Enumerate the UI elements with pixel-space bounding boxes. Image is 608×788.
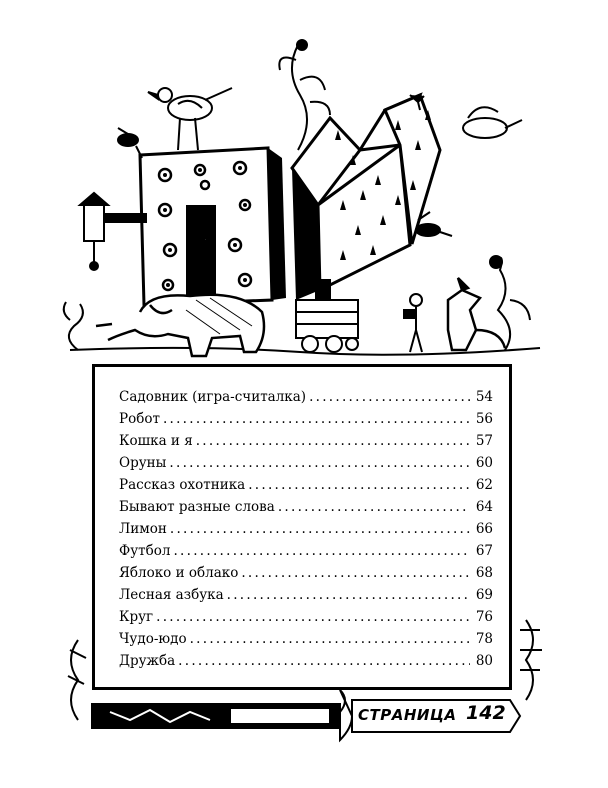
toc-entry-page: 62 [475, 477, 493, 493]
toc-entry[interactable] [119, 455, 493, 477]
letter-i-glyph: И [360, 200, 361, 201]
toc-entry[interactable] [119, 389, 493, 411]
toc-entry-page: 78 [475, 631, 493, 647]
page-number: 142 [466, 702, 506, 724]
right-border-ornament [520, 620, 542, 700]
toc-entry-page: 67 [475, 543, 493, 559]
man-reading-icon [404, 294, 422, 352]
toc-entry-title: Кошка и я [119, 433, 193, 449]
toc-entry-title: Робот [119, 411, 160, 427]
toc-entry[interactable] [119, 499, 493, 521]
toc-entry-page: 66 [475, 521, 493, 537]
toc-entry-page: 80 [475, 653, 493, 669]
toc-leader-dots [156, 609, 470, 625]
toc-entry-title: Садовник (игра-считалка) [119, 389, 307, 405]
toc-entry-title: Круг [119, 609, 154, 625]
toc-leader-dots [178, 653, 470, 669]
toc-entry[interactable] [119, 433, 493, 455]
letter-i-illustration [292, 95, 440, 300]
toc-entry-title: Дружба [119, 653, 176, 669]
toc-entry[interactable] [119, 587, 493, 609]
toc-leader-dots [227, 587, 470, 603]
toc-box [92, 364, 512, 690]
toc-leader-dots [241, 565, 470, 581]
toc-entry-page: 56 [475, 411, 493, 427]
ribbon-word: СТРАНИЦА [358, 706, 457, 724]
toc-entry[interactable] [119, 565, 493, 587]
toc-entry-page: 54 [475, 389, 493, 405]
toc-entry-title: Рассказ охотника [119, 477, 246, 493]
flying-bird-icon [463, 107, 522, 138]
toc-entry-title: Бывают разные слова [119, 499, 275, 515]
toc-entry-page: 76 [475, 609, 493, 625]
toc-entry-page: 60 [475, 455, 493, 471]
toc-entry-title: Лимон [119, 521, 167, 537]
toc-entry-page: 64 [475, 499, 493, 515]
toc-leader-dots [190, 631, 470, 647]
toc-entry-page: 68 [475, 565, 493, 581]
toc-entry[interactable] [119, 653, 493, 675]
toc-entry[interactable] [119, 411, 493, 433]
toc-leader-dots [173, 543, 470, 559]
elephant-icon [96, 295, 264, 356]
left-flourish [64, 302, 83, 350]
toc-entry[interactable] [119, 521, 493, 543]
toc-leader-dots [169, 455, 470, 471]
toc-entry-title: Футбол [119, 543, 171, 559]
toc-entry[interactable] [119, 543, 493, 565]
toc-entry-title: Лесная азбука [119, 587, 224, 603]
toc-entry-title: Оруны [119, 455, 167, 471]
toc-entry-page: 69 [475, 587, 493, 603]
fox-icon [448, 278, 505, 350]
toc-leader-dots [248, 477, 470, 493]
toc-leader-dots [196, 433, 470, 449]
toc-entry-title: Яблоко и облако [119, 565, 239, 581]
toc-entry[interactable] [119, 631, 493, 653]
toc-entry[interactable] [119, 477, 493, 499]
toc-entry-title: Чудо-юдо [119, 631, 187, 647]
letter-n-illustration [140, 148, 286, 305]
toc-leader-dots [278, 499, 470, 515]
left-border-ornament [68, 640, 86, 720]
toc-leader-dots [163, 411, 470, 427]
toc-entry-page: 57 [475, 433, 493, 449]
bird-on-letter-icon [148, 88, 232, 150]
toc-leader-dots [170, 521, 470, 537]
letter-n-glyph: Н [205, 240, 206, 241]
toc-leader-dots [309, 389, 470, 405]
toc-list [119, 389, 493, 675]
toc-entry[interactable] [119, 609, 493, 631]
lamp-post-icon [80, 193, 146, 270]
small-bird-icon [118, 128, 142, 158]
